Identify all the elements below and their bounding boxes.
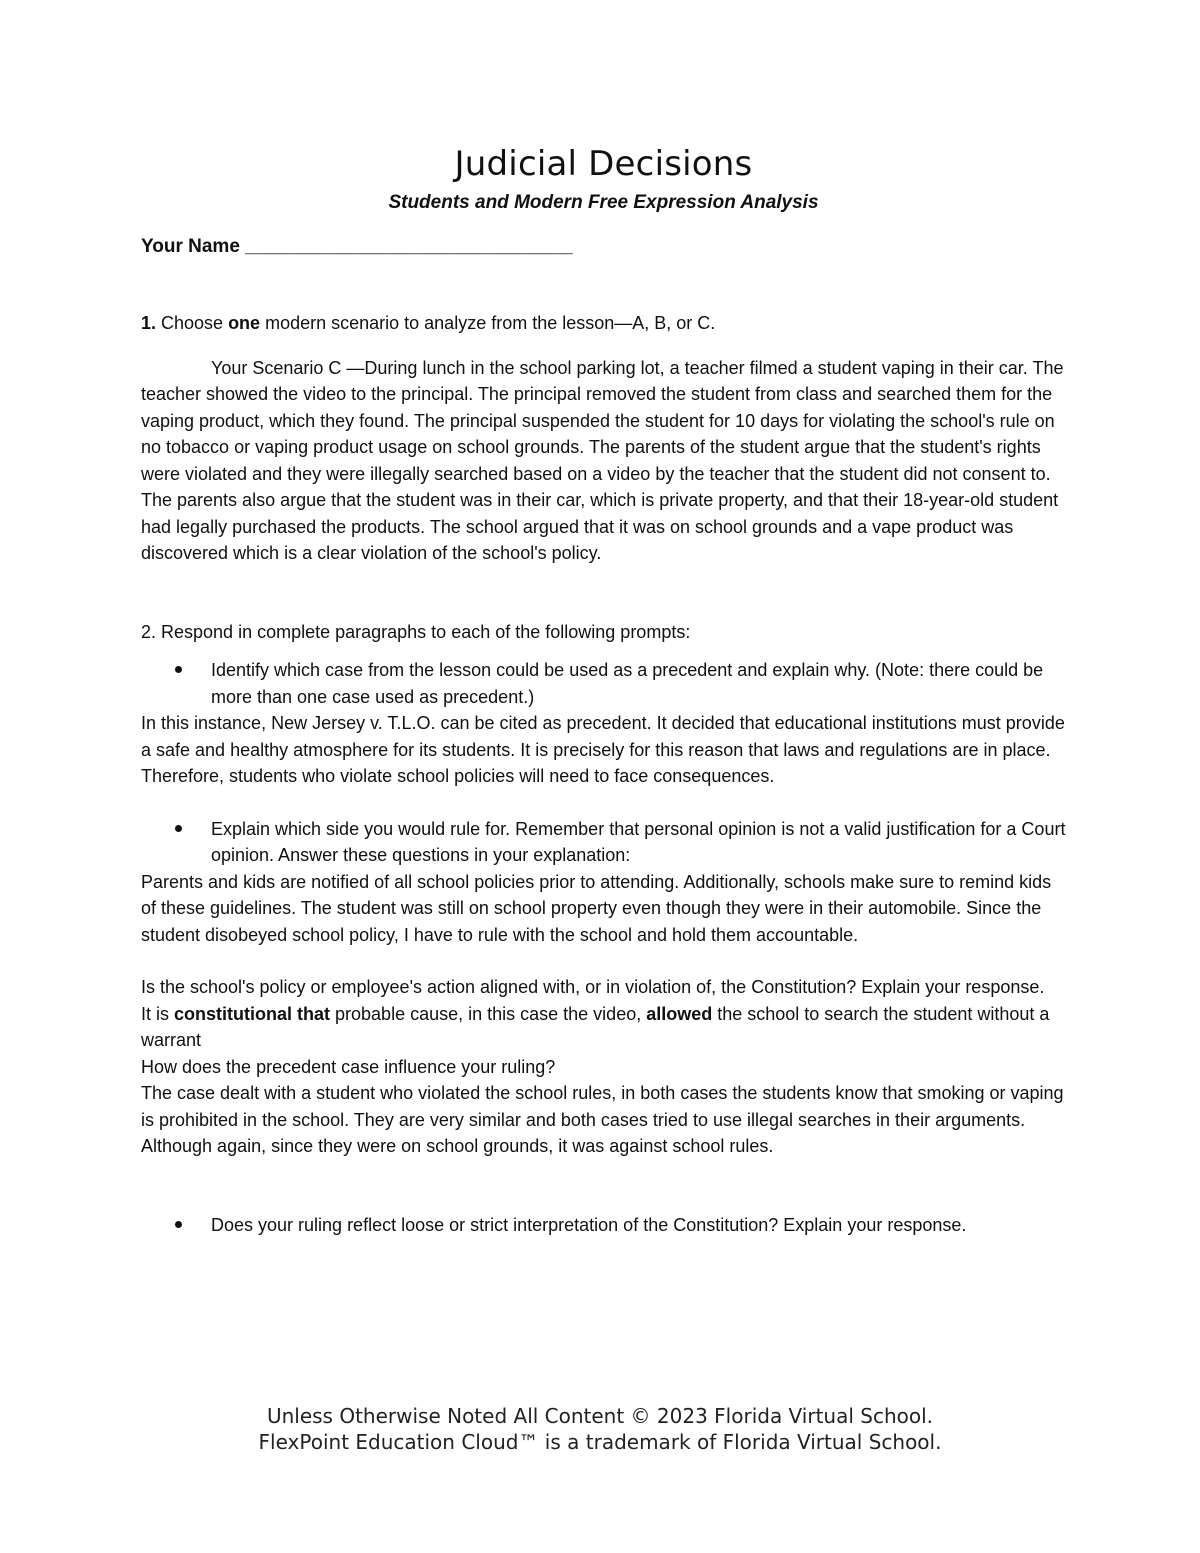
prompt-precedent-text: Identify which case from the lesson could be used as a precedent and explain why. (Note: there could be more than one case used as precedent.): [211, 660, 1044, 707]
sub-answer-bold1: constitutional that: [174, 1003, 331, 1024]
prompt-bullet-ruling: [141, 816, 1066, 869]
sub-answer-bold2: allowed: [646, 1003, 713, 1024]
sub-answer-part3: the school to search the student without a warrant: [141, 1003, 1050, 1050]
bullet-icon: [175, 1221, 182, 1228]
spacer: [141, 790, 1066, 816]
prompt-bullet-interpretation: [141, 1212, 1066, 1239]
prompt-bullet-precedent: [141, 657, 1066, 710]
prompt-interpretation-text: Does your ruling reflect loose or strict interpretation of the Constitution? Explain your response.: [211, 1214, 967, 1235]
answer-precedent: In this instance, New Jersey v. T.L.O. can be cited as precedent. It decided that educational institutions must provide a safe and healthy atmosphere for its students. It is precisely for this reason that laws and regulations are in place. Therefore, students who violate school policies will need to face consequences.: [141, 713, 1065, 786]
page-title: Judicial Decisions: [454, 144, 753, 184]
document-body: [141, 140, 1066, 1238]
sub-answer-constitution: [141, 1001, 1066, 1054]
question-1: [141, 310, 1066, 337]
bullet-icon: [175, 825, 182, 832]
bullet-icon: [175, 666, 182, 673]
question-1-number: 1.: [141, 313, 157, 333]
sub-question-precedent: How does the precedent case influence your ruling?: [141, 1056, 556, 1077]
question-2: 2. Respond in complete paragraphs to each of the following prompts:: [141, 621, 691, 642]
spacer: [141, 948, 1066, 974]
prompt-list-3: [141, 1212, 1066, 1239]
page-footer: [0, 1403, 1200, 1455]
scenario-text: Your Scenario C —During lunch in the school parking lot, a teacher filmed a student vaping in their car. The teacher showed the video to the principal. The principal removed the student from class and searched them for the vaping product, which they found. The principal suspended the student for 10 days for violating the school's rule on no tobacco or vaping product usage on school grounds. The parents of the student argue that the student's rights were violated and they were illegally searched based on a video by the teacher that the student did not consent to. The parents also argue that the student was in their car, which is private property, and that their 18-year-old student had legally purchased the products. The school argued that it was on school grounds and a vape product was discovered which is a clear violation of the school's policy.: [141, 357, 1064, 563]
answer-ruling: Parents and kids are notified of all school policies prior to attending. Additionally, schools make sure to remind kids of these guidelines. The student was still on school property even though they were in their automobile. Since the student disobeyed school policy, I have to rule with the school and hold them accountable.: [141, 871, 1052, 945]
spacer: [141, 1160, 1066, 1212]
question-1-post: modern scenario to analyze from the lesson—A, B, or C.: [260, 313, 716, 333]
scenario-paragraph: [141, 355, 1066, 567]
prompt-list-1: [141, 657, 1066, 710]
name-field-line: Your Name _______________________________: [141, 236, 573, 257]
sub-question-constitution: Is the school's policy or employee's action aligned with, or in violation of, the Constitution? Explain your response.: [141, 977, 1045, 997]
question-1-pre: Choose: [156, 313, 229, 333]
page-subtitle: Students and Modern Free Expression Analysis: [388, 192, 819, 213]
sub-answer-precedent: The case dealt with a student who violated the school rules, in both cases the students know that smoking or vaping is prohibited in the school. They are very similar and both cases tried to use illegal searches in their arguments. Although again, since they were on school grounds, it was against school rules.: [141, 1083, 1064, 1156]
footer-copyright: Unless Otherwise Noted All Content © 2023 Florida Virtual School.: [266, 1404, 934, 1428]
sub-answer-part1: It is: [141, 1003, 175, 1024]
prompt-list-2: [141, 816, 1066, 869]
prompt-ruling-text: Explain which side you would rule for. Remember that personal opinion is not a valid justification for a Court opinion. Answer these questions in your explanation:: [211, 818, 1066, 865]
sub-answer-part2: probable cause, in this case the video,: [330, 1003, 647, 1024]
footer-trademark: FlexPoint Education Cloud™ is a trademark of Florida Virtual School.: [258, 1430, 942, 1454]
question-1-emphasis: one: [228, 313, 261, 333]
